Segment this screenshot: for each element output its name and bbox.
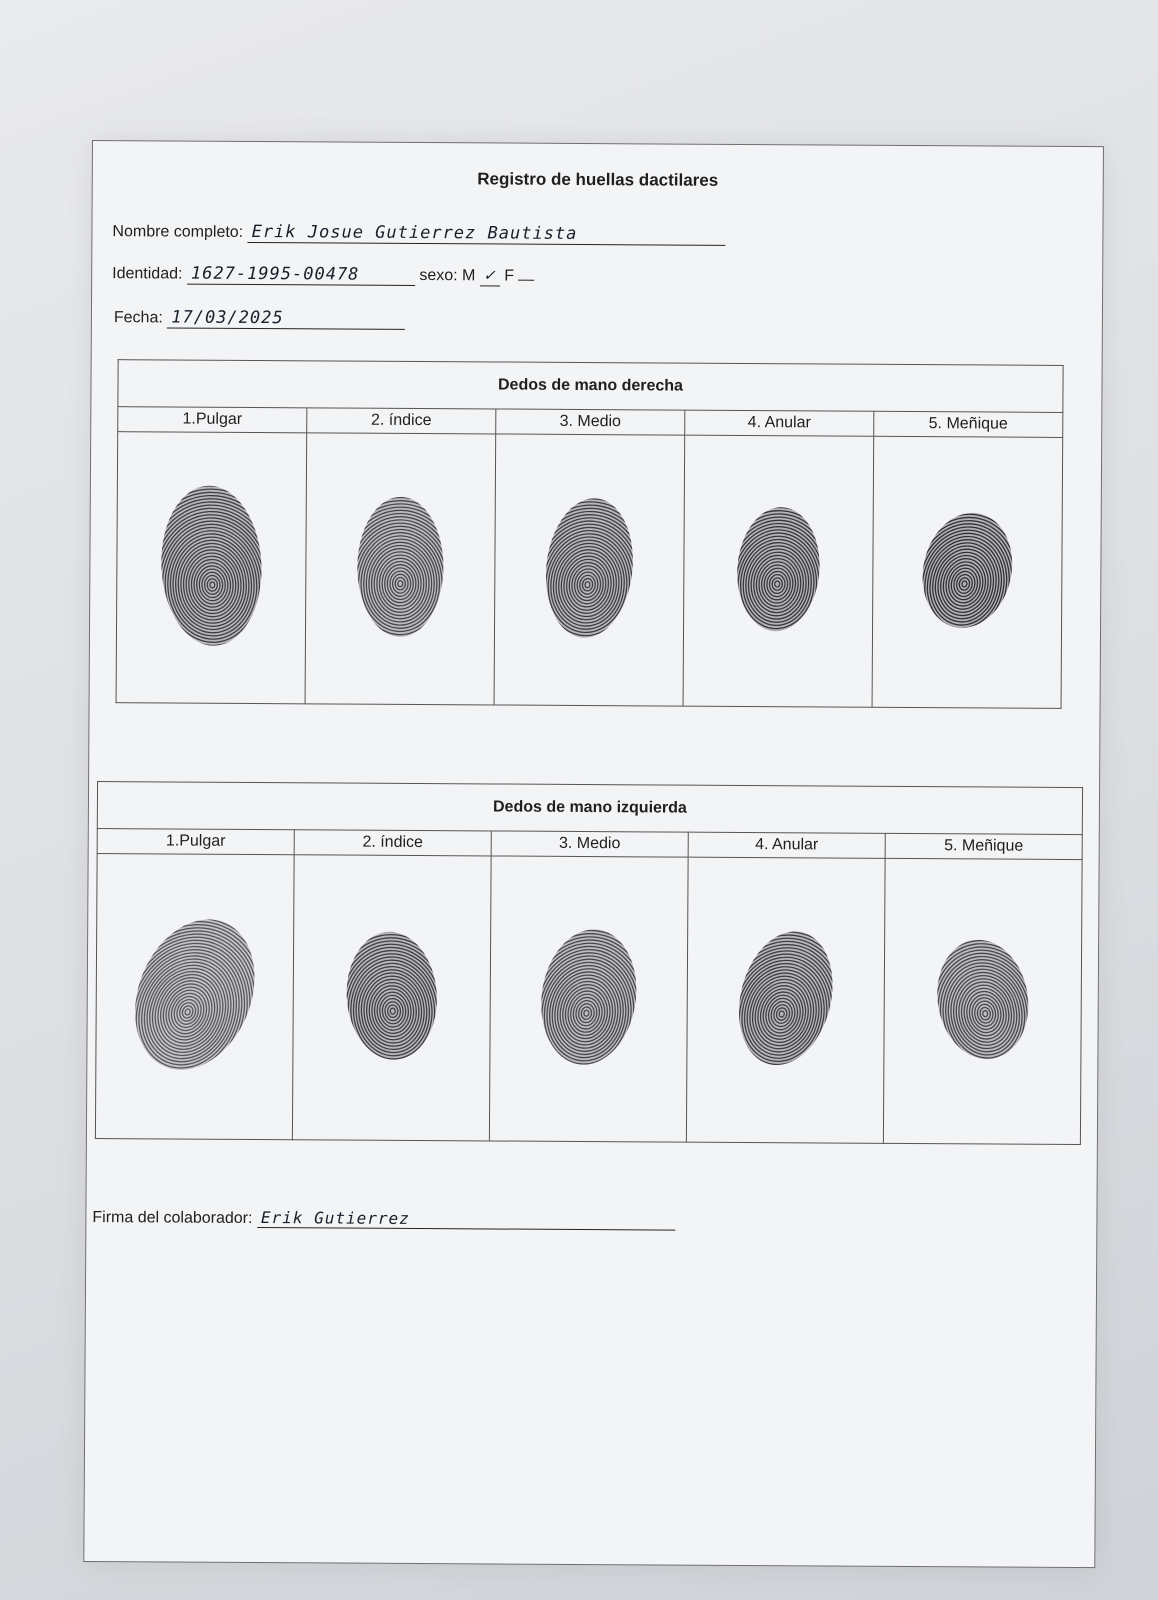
right-print-cell bbox=[494, 434, 685, 706]
sexo-f-blank bbox=[518, 280, 534, 281]
fecha-value: 17/03/2025 bbox=[167, 307, 405, 329]
finger-label-anular: 4. Anular bbox=[685, 410, 874, 436]
fingerprint-icon bbox=[927, 929, 1038, 1075]
finger-label-indice: 2. índice bbox=[294, 830, 491, 856]
nombre-field bbox=[112, 221, 725, 246]
identidad-value: 1627-1995-00478 bbox=[187, 264, 415, 286]
fingerprint-form-sheet bbox=[83, 140, 1104, 1568]
fingerprint-icon bbox=[536, 487, 643, 653]
fingerprint-icon bbox=[128, 906, 261, 1088]
identidad-field bbox=[112, 263, 534, 287]
fingerprint-icon bbox=[730, 919, 841, 1081]
nombre-label: Nombre completo: bbox=[112, 223, 244, 241]
sexo-m-checkmark-icon: ✓ bbox=[480, 265, 500, 286]
fingerprint-icon bbox=[531, 918, 646, 1080]
finger-label-indice: 2. índice bbox=[307, 408, 496, 434]
fingerprint-icon bbox=[727, 496, 830, 646]
identidad-label: Identidad: bbox=[112, 265, 183, 283]
left-print-cell bbox=[95, 854, 294, 1140]
right-print-cell bbox=[683, 435, 874, 707]
right-print-cell bbox=[872, 436, 1063, 708]
firma-field bbox=[92, 1207, 675, 1231]
left-hand-table bbox=[95, 781, 1083, 1145]
finger-label-medio: 3. Medio bbox=[491, 831, 688, 857]
left-hand-header: Dedos de mano izquierda bbox=[97, 782, 1082, 835]
left-print-cell bbox=[686, 857, 885, 1143]
fecha-label: Fecha: bbox=[113, 309, 163, 327]
finger-label-menique: 5. Meñique bbox=[885, 833, 1082, 859]
fingerprint-icon bbox=[347, 486, 454, 652]
right-hand-header: Dedos de mano derecha bbox=[118, 360, 1063, 413]
left-print-cell bbox=[883, 858, 1082, 1144]
finger-label-pulgar: 1.Pulgar bbox=[118, 407, 307, 433]
sexo-f-label: F bbox=[504, 267, 515, 285]
fingerprint-icon bbox=[336, 921, 447, 1075]
fingerprint-icon bbox=[151, 475, 272, 661]
right-print-cell bbox=[116, 432, 307, 704]
finger-label-pulgar: 1.Pulgar bbox=[97, 829, 294, 855]
nombre-value: Erik Josue Gutierrez Bautista bbox=[248, 222, 726, 246]
right-print-cell bbox=[305, 433, 496, 705]
firma-signature: Erik Gutierrez bbox=[257, 1208, 675, 1231]
finger-label-menique: 5. Meñique bbox=[874, 411, 1063, 437]
finger-label-anular: 4. Anular bbox=[688, 832, 885, 858]
fingerprint-icon bbox=[913, 502, 1022, 644]
left-print-cell bbox=[292, 855, 491, 1141]
left-print-cell bbox=[489, 856, 688, 1142]
fecha-field bbox=[114, 307, 405, 330]
form-title: Registro de huellas dactilares bbox=[477, 169, 719, 190]
finger-label-medio: 3. Medio bbox=[496, 409, 685, 435]
right-hand-table bbox=[116, 359, 1064, 709]
firma-label: Firma del colaborador: bbox=[92, 1209, 253, 1228]
sexo-label: sexo: M bbox=[419, 267, 476, 285]
